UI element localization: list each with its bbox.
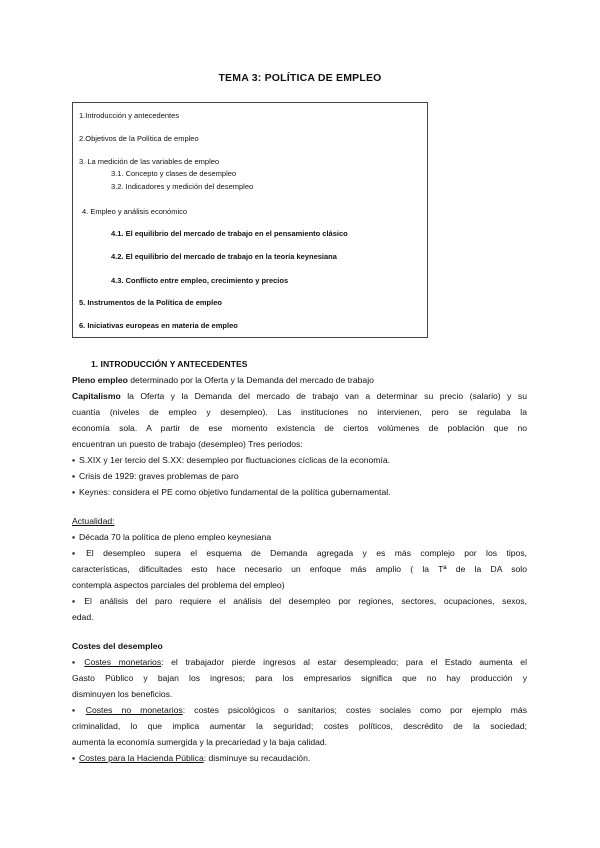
term: Costes no monetarios xyxy=(85,705,183,715)
page-title: TEMA 3: POLÍTICA DE EMPLEO xyxy=(218,72,382,84)
toc-item: 1.Introducción y antecedentes xyxy=(79,111,180,120)
text: : el trabajador pierde ingresos al estar desempleado; para el Estado aumenta el xyxy=(161,657,527,667)
paragraph-line: economía sola. A partir de ese momento existencia de ciertos volúmenes de población que no xyxy=(72,423,527,433)
toc-item: 3. La medición de las variables de empleo xyxy=(79,157,220,166)
paragraph-line: edad. xyxy=(72,612,94,622)
paragraph-line: aumenta la economía sumergida y la precariedad y la baja calidad. xyxy=(72,737,328,747)
toc-item: 5. Instrumentos de la Política de empleo xyxy=(79,298,222,307)
paragraph-line xyxy=(72,390,527,402)
list-item xyxy=(72,752,310,764)
paragraph-line: cuantía (niveles de empleo y desempleo). Las instituciones no intervienen, pero se regulaba la xyxy=(72,407,527,417)
bullet xyxy=(72,657,84,667)
toc-item: 4. Empleo y análisis económico xyxy=(82,207,188,216)
list-item: ▪ El análisis del paro requiere el análisis del desempleo por regiones, sectores, ocupaciones, sexos, xyxy=(72,595,527,607)
term: Costes para la Hacienda Pública xyxy=(79,753,204,763)
term: Costes monetarios xyxy=(84,657,162,667)
paragraph-line: disminuyen los beneficios. xyxy=(72,689,173,699)
toc-subitem: 4.2. El equilibrio del mercado de trabajo en la teoría keynesiana xyxy=(111,252,337,261)
term: Capitalismo xyxy=(72,391,121,401)
list-item: ▪ Crisis de 1929: graves problemas de paro xyxy=(72,470,239,482)
paragraph-line xyxy=(72,374,374,386)
paragraph-line: encuentran un puesto de trabajo (desempleo) Tres periodos: xyxy=(72,439,303,449)
text: : costes psicológicos o sanitarios; costes sociales como por ejemplo más xyxy=(182,705,527,715)
table-of-contents xyxy=(72,102,428,338)
list-item xyxy=(72,704,527,716)
section-heading: 1. INTRODUCCIÓN Y ANTECEDENTES xyxy=(91,359,248,369)
toc-subitem: 3.2. Indicadores y medición del desempleo xyxy=(111,182,254,191)
paragraph-line: Gasto Público y bajan los ingresos; para los empresarios significa que no hay producción y xyxy=(72,673,527,683)
paragraph-line: características, dificultades esto hace necesario un enfoque más amplio ( la Tª de la DA solo xyxy=(72,564,527,574)
paragraph-line: criminalidad, lo que implica aumentar la seguridad; costes políticos, descrédito de la sociedad; xyxy=(72,721,527,731)
toc-subitem: 4.3. Conflicto entre empleo, crecimiento y precios xyxy=(111,276,289,285)
text: : disminuye su recaudación. xyxy=(203,753,311,763)
paragraph-line: contempla aspectos parciales del problema del empleo) xyxy=(72,580,285,590)
toc-subitem: 3.1. Concepto y clases de desempleo xyxy=(111,169,237,178)
subsection-heading: Actualidad: xyxy=(72,516,115,526)
bullet xyxy=(72,753,79,763)
toc-item: 2.Objetivos de la Política de empleo xyxy=(79,134,199,143)
term: Pleno empleo xyxy=(72,375,128,385)
toc-item: 6. Iniciativas europeas en materia de empleo xyxy=(79,321,238,330)
list-item: ▪ S.XIX y 1er tercio del S.XX: desempleo por fluctuaciones cíclicas de la economía. xyxy=(72,454,390,466)
toc-subitem: 4.1. El equilibrio del mercado de trabajo en el pensamiento clásico xyxy=(111,229,348,238)
list-item: ▪ El desempleo supera el esquema de Demanda agregada y es más complejo por los tipos, xyxy=(72,547,527,559)
bullet xyxy=(72,705,86,715)
list-item: ▪ Keynes: considera el PE como objetivo fundamental de la política gubernamental. xyxy=(72,486,391,498)
subsection-heading: Costes del desempleo xyxy=(72,641,163,651)
text: determinado por la Oferta y la Demanda del mercado de trabajo xyxy=(127,375,374,385)
list-item xyxy=(72,656,527,668)
list-item: ▪ Década 70 la política de pleno empleo keynesiana xyxy=(72,531,271,543)
text: la Oferta y la Demanda del mercado de trabajo van a determinar su precio (salario) y su xyxy=(120,391,527,401)
